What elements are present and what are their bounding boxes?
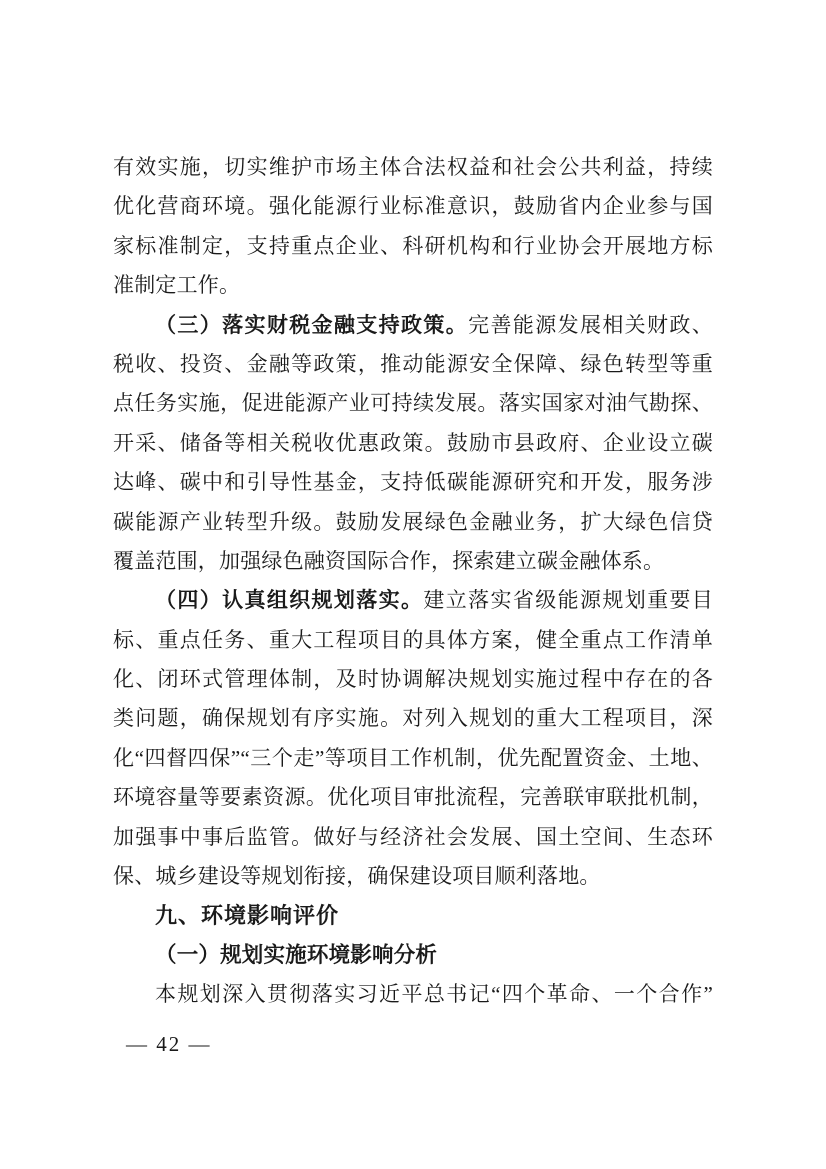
line-text: 税收、投资、金融等政策，推动能源安全保障、绿色转型等重 [113, 351, 713, 376]
text-line [113, 778, 713, 817]
line-text: 加强事中事后监管。做好与经济社会发展、国土空间、生态环 [113, 824, 713, 849]
paragraph-env-analysis-opening [113, 975, 713, 1014]
text-line [113, 266, 713, 305]
subsection-heading-impact-analysis [113, 936, 713, 975]
line-text: 家标准制定，支持重点企业、科研机构和行业协会开展地方标 [113, 233, 713, 258]
text-line [113, 739, 713, 778]
line-text: （一）规划实施环境影响分析 [155, 942, 438, 967]
text-content [113, 148, 713, 1015]
text-line [113, 660, 713, 699]
bold-lead: （四）认真组织规划落实。 [155, 588, 424, 613]
line-text: 化、闭环式管理体制，及时协调解决规划实施过程中存在的各 [113, 667, 713, 692]
line-text: 标、重点任务、重大工程项目的具体方案，健全重点工作清单 [113, 627, 713, 652]
line-text: 类问题，确保规划有序实施。对列入规划的重大工程项目，深 [113, 706, 713, 731]
text-line [113, 542, 713, 581]
line-text: 环境容量等要素资源。优化项目审批流程，完善联审联批机制， [113, 785, 713, 810]
line-text: 优化营商环境。强化能源行业标准意识，鼓励省内企业参与国 [113, 194, 713, 219]
line-text: 达峰、碳中和引导性基金，支持低碳能源研究和开发，服务涉 [113, 470, 713, 495]
line-text: 有效实施，切实维护市场主体合法权益和社会公共利益，持续 [113, 155, 713, 179]
line-text: 碳能源产业转型升级。鼓励发展绿色金融业务，扩大绿色信贷 [113, 509, 713, 534]
text-line [113, 818, 713, 857]
text-line [113, 306, 713, 345]
text-line [113, 975, 713, 1014]
text-line [113, 936, 713, 975]
text-line [113, 424, 713, 463]
text-line [113, 503, 713, 542]
line-text: 覆盖范围，加强绿色融资国际合作，探索建立碳金融体系。 [113, 548, 665, 573]
text-line [113, 227, 713, 266]
line-text: 保、城乡建设等规划衔接，确保建设项目顺利落地。 [113, 864, 601, 889]
line-text: 九、环境影响评价 [155, 903, 340, 929]
text-line [113, 384, 713, 423]
paragraph-fiscal-finance-policy [113, 306, 713, 582]
line-text: 完善能源发展相关财政、 [468, 312, 713, 337]
text-line [113, 148, 713, 187]
text-line [113, 463, 713, 502]
section-heading-environmental-impact [113, 896, 713, 935]
line-text: 化“四督四保”“三个走”等项目工作机制，优先配置资金、土地、 [113, 745, 713, 770]
text-line [113, 581, 713, 620]
text-line [113, 896, 713, 935]
text-line [113, 857, 713, 896]
line-text: 建立落实省级能源规划重要目 [423, 588, 713, 613]
page-number: — 42 — [126, 1032, 212, 1056]
paragraph-standards-continuation [113, 148, 713, 306]
text-line [113, 187, 713, 226]
line-text: 准制定工作。 [113, 273, 241, 298]
text-line [113, 699, 713, 738]
bold-lead: （三）落实财税金融支持政策。 [155, 312, 469, 337]
line-text: 点任务实施，促进能源产业可持续发展。落实国家对油气勘探、 [113, 391, 713, 416]
line-text: 本规划深入贯彻落实习近平总书记“四个革命、一个合作” [155, 982, 713, 1007]
line-text: 开采、储备等相关税收优惠政策。鼓励市县政府、企业设立碳 [113, 430, 713, 455]
paragraph-plan-implementation [113, 581, 713, 896]
text-line [113, 621, 713, 660]
text-line [113, 345, 713, 384]
